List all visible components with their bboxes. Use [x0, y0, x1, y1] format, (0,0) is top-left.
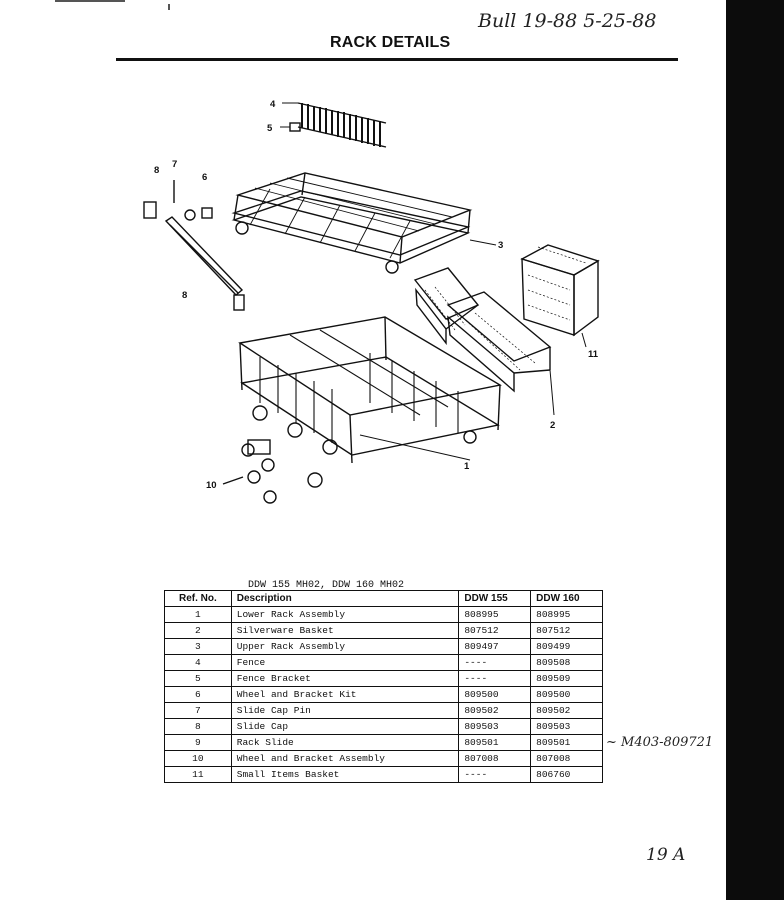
wheel-bracket-assembly-part — [223, 440, 276, 503]
ddw160-part-number: 808995 — [531, 607, 603, 623]
description: Slide Cap Pin — [231, 703, 459, 719]
callout-1: 1 — [464, 461, 470, 472]
ddw155-part-number: 809500 — [459, 687, 531, 703]
rack-exploded-diagram — [130, 85, 610, 515]
col-ddw155: DDW 155 — [459, 591, 531, 607]
description: Silverware Basket — [231, 623, 459, 639]
ddw155-part-number: 809502 — [459, 703, 531, 719]
scan-edge-bar — [726, 0, 784, 900]
small-items-basket-part — [522, 245, 598, 335]
table-row — [165, 751, 603, 767]
ddw160-part-number: 809501 — [531, 735, 603, 751]
ddw155-part-number: 807512 — [459, 623, 531, 639]
ref-no: 3 — [165, 639, 232, 655]
ddw160-part-number: 809509 — [531, 671, 603, 687]
table-row — [165, 735, 603, 751]
callout-5: 5 — [267, 123, 273, 134]
table-row — [165, 639, 603, 655]
description: Slide Cap — [231, 719, 459, 735]
ref-no: 1 — [165, 607, 232, 623]
ref-no: 2 — [165, 623, 232, 639]
ddw155-part-number: 809503 — [459, 719, 531, 735]
table-row — [165, 655, 603, 671]
ddw155-part-number: ---- — [459, 671, 531, 687]
ref-no: 8 — [165, 719, 232, 735]
handwritten-header-note: Bull 19-88 5-25-88 — [478, 10, 657, 32]
col-description: Description — [231, 591, 459, 607]
table-row — [165, 623, 603, 639]
callout-4: 4 — [270, 99, 276, 110]
ddw160-part-number: 809499 — [531, 639, 603, 655]
table-row — [165, 703, 603, 719]
ddw160-part-number: 809500 — [531, 687, 603, 703]
title-rule — [116, 58, 678, 61]
ddw160-part-number: 807008 — [531, 751, 603, 767]
ddw160-part-number: 807512 — [531, 623, 603, 639]
ddw160-part-number: 809502 — [531, 703, 603, 719]
description: Lower Rack Assembly — [231, 607, 459, 623]
description: Upper Rack Assembly — [231, 639, 459, 655]
ref-no: 9 — [165, 735, 232, 751]
callout-9: 8 — [182, 290, 188, 301]
ddw155-part-number: 808995 — [459, 607, 531, 623]
handwritten-page-number: 19 A — [646, 845, 686, 865]
scan-mark — [168, 4, 170, 10]
table-row — [165, 767, 603, 783]
scan-mark — [55, 0, 125, 2]
description: Wheel and Bracket Kit — [231, 687, 459, 703]
parts-table — [164, 590, 603, 783]
ddw155-part-number: 809501 — [459, 735, 531, 751]
upper-rack-part — [234, 173, 470, 273]
ref-no: 7 — [165, 703, 232, 719]
col-ref-no: Ref. No. — [165, 591, 232, 607]
table-row — [165, 671, 603, 687]
callout-2: 2 — [550, 420, 556, 431]
ddw155-part-number: 807008 — [459, 751, 531, 767]
ddw155-part-number: 809497 — [459, 639, 531, 655]
ref-no: 10 — [165, 751, 232, 767]
ref-no: 5 — [165, 671, 232, 687]
ddw160-part-number: 809503 — [531, 719, 603, 735]
table-header-row — [165, 591, 603, 607]
silverware-basket-part — [415, 268, 550, 391]
fence-part — [298, 103, 386, 147]
description: Small Items Basket — [231, 767, 459, 783]
model-numbers: DDW 155 MH02, DDW 160 MH02 — [248, 580, 405, 591]
description: Fence Bracket — [231, 671, 459, 687]
table-row — [165, 719, 603, 735]
ddw160-part-number: 809508 — [531, 655, 603, 671]
page-title: RACK DETAILS — [330, 34, 451, 51]
callout-10: 10 — [206, 480, 217, 491]
col-ddw160: DDW 160 — [531, 591, 603, 607]
ref-no: 11 — [165, 767, 232, 783]
callout-3: 3 — [498, 240, 504, 251]
callout-6: 6 — [202, 172, 208, 183]
callout-8: 8 — [154, 165, 160, 176]
rack-slide-part — [144, 180, 244, 310]
callout-11: 11 — [588, 349, 599, 360]
ddw160-part-number: 806760 — [531, 767, 603, 783]
callout-7: 7 — [172, 159, 178, 170]
description: Rack Slide — [231, 735, 459, 751]
handwritten-margin-note: ~ M403-809721 — [606, 735, 714, 750]
ddw155-part-number: ---- — [459, 767, 531, 783]
ref-no: 6 — [165, 687, 232, 703]
ddw155-part-number: ---- — [459, 655, 531, 671]
table-row — [165, 607, 603, 623]
description: Fence — [231, 655, 459, 671]
table-row — [165, 687, 603, 703]
description: Wheel and Bracket Assembly — [231, 751, 459, 767]
ref-no: 4 — [165, 655, 232, 671]
lower-rack-part — [240, 317, 500, 487]
